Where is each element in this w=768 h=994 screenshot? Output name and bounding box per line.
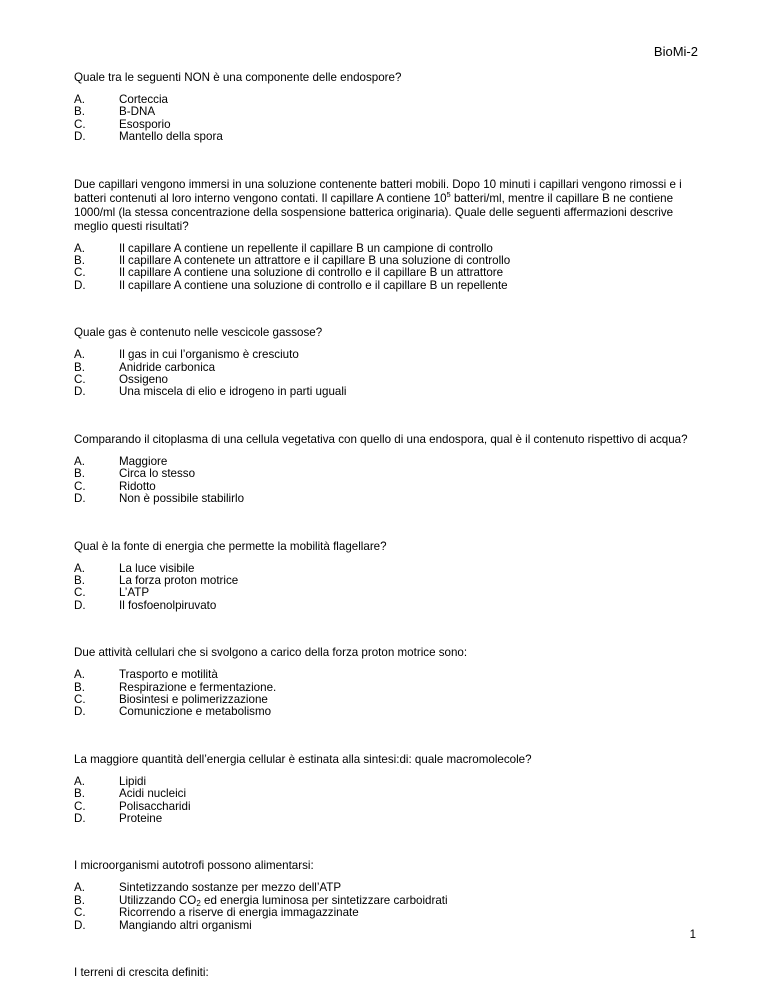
answer-list xyxy=(74,882,704,932)
option-text: Il fosfoenolpiruvato xyxy=(119,598,217,612)
option-text: Proteine xyxy=(119,811,163,825)
answer-option xyxy=(74,493,704,505)
option-letter: B. xyxy=(74,787,85,801)
option-text: Circa lo stesso xyxy=(119,467,196,481)
option-text: Il gas in cui l’organismo è cresciuto xyxy=(119,348,299,362)
option-text: Corteccia xyxy=(119,93,168,106)
answer-option xyxy=(74,788,704,800)
question-block xyxy=(74,540,704,613)
answer-option xyxy=(74,267,704,279)
option-text: La forza proton motrice xyxy=(119,573,239,587)
answer-option xyxy=(74,575,704,587)
option-text: Respirazione e fermentazione. xyxy=(119,680,277,694)
answer-list xyxy=(74,243,704,293)
answer-option xyxy=(74,907,704,919)
option-text: La luce visibile xyxy=(119,561,195,575)
superscript: 5 xyxy=(446,189,451,199)
option-letter: D. xyxy=(74,492,86,506)
answer-option xyxy=(74,801,704,813)
answer-list xyxy=(74,776,704,826)
answer-option xyxy=(74,813,704,825)
question-block xyxy=(74,71,704,144)
option-letter: B. xyxy=(74,467,85,481)
option-letter: B. xyxy=(74,893,85,907)
answer-list xyxy=(74,563,704,613)
option-text: Polisaccharidi xyxy=(119,799,191,813)
option-letter: C. xyxy=(74,799,86,813)
option-letter: C. xyxy=(74,692,86,706)
option-text: L’ATP xyxy=(119,586,150,600)
option-letter: B. xyxy=(74,360,85,374)
option-letter: A. xyxy=(74,774,85,788)
option-letter: C. xyxy=(74,117,86,131)
question-text: Due attività cellulari che si svolgono a carico della forza proton motrice sono: xyxy=(74,646,468,660)
option-letter: D. xyxy=(74,278,86,292)
option-text: Il capillare A contiene una soluzione di controllo e il capillare B un repellente xyxy=(119,278,508,292)
answer-option xyxy=(74,349,704,361)
option-letter: B. xyxy=(74,254,85,268)
answer-list xyxy=(74,669,704,719)
option-text: Ossigeno xyxy=(119,373,168,387)
option-letter: D. xyxy=(74,811,86,825)
option-letter: B. xyxy=(74,680,85,694)
answer-option xyxy=(74,94,704,106)
option-text: Il capillare A contiene un repellente il capillare B un campione di controllo xyxy=(119,241,493,255)
option-text: Biosintesi e polimerizzazione xyxy=(119,692,268,706)
answer-option xyxy=(74,386,704,398)
question-text-part: Due capillari vengono immersi in una soluzione contenente batteri mobili. Dopo 10 minuti i capillari vengono rimossi e i batteri contenuti al loro interno vengono contati. Il capillare A contiene 10 xyxy=(74,177,682,205)
question-text: La maggiore quantità dell’energia cellular è estinata alla sintesi:di: quale macromolecole? xyxy=(74,752,532,766)
option-letter: C. xyxy=(74,586,86,600)
option-letter: A. xyxy=(74,348,85,362)
question-text: I microorganismi autotrofi possono alimentarsi: xyxy=(74,859,314,873)
option-letter: D. xyxy=(74,598,86,612)
question-text: I terreni di crescita definiti: xyxy=(74,966,209,979)
answer-option xyxy=(74,600,704,612)
answer-option xyxy=(74,106,704,118)
option-text: Mangiando altri organismi xyxy=(119,918,252,932)
option-letter: A. xyxy=(74,881,85,895)
answer-option xyxy=(74,362,704,374)
question-block xyxy=(74,859,704,932)
question-text: Qual è la fonte di energia che permette la mobilità flagellare? xyxy=(74,539,387,553)
option-text-part: Utilizzando CO xyxy=(119,893,197,907)
answer-option xyxy=(74,468,704,480)
option-text: Comuniczione e metabolismo xyxy=(119,705,272,719)
question-block xyxy=(74,326,704,399)
option-text: Maggiore xyxy=(119,454,168,468)
option-letter: C. xyxy=(74,906,86,920)
question-block xyxy=(74,178,704,293)
option-letter: A. xyxy=(74,241,85,255)
option-text: Trasporto e motilità xyxy=(119,668,218,682)
answer-option xyxy=(74,920,704,932)
document-id: BioMi-2 xyxy=(653,44,698,59)
option-text: Una miscela di elio e idrogeno in parti uguali xyxy=(119,385,347,399)
option-text: Mantello della spora xyxy=(119,130,223,144)
option-text: Sintetizzando sostanze per mezzo dell’ATP xyxy=(119,881,342,895)
answer-list xyxy=(74,456,704,506)
option-text-part: ed energia luminosa per sintetizzare carboidrati xyxy=(200,893,448,907)
answer-option xyxy=(74,587,704,599)
option-letter: D. xyxy=(74,705,86,719)
question-text: Quale gas è contenuto nelle vescicole gassose? xyxy=(74,326,323,340)
option-text: Non è possibile stabilirlo xyxy=(119,492,245,506)
option-text: Acidi nucleici xyxy=(119,787,187,801)
subscript: 2 xyxy=(196,898,201,908)
question-text: Comparando il citoplasma di una cellula vegetativa con quello di una endospora, qual è il contenuto rispettivo di acqua? xyxy=(74,432,688,446)
answer-list xyxy=(74,94,704,144)
option-letter: D. xyxy=(74,918,86,932)
page-number: 1 xyxy=(689,929,696,941)
option-text: Anidride carbonica xyxy=(119,360,216,374)
option-letter: D. xyxy=(74,385,86,399)
option-letter: A. xyxy=(74,561,85,575)
option-letter: C. xyxy=(74,479,86,493)
answer-option xyxy=(74,280,704,292)
option-letter: B. xyxy=(74,105,85,119)
option-text: Ridotto xyxy=(119,479,156,493)
question-list xyxy=(74,71,704,980)
option-letter: D. xyxy=(74,130,86,144)
option-letter: C. xyxy=(74,373,86,387)
option-letter: C. xyxy=(74,266,86,280)
answer-option xyxy=(74,131,704,143)
option-text: Ricorrendo a riserve di energia immagazzinate xyxy=(119,906,359,920)
question-block xyxy=(74,966,704,980)
option-letter: A. xyxy=(74,668,85,682)
answer-option xyxy=(74,706,704,718)
answer-list xyxy=(74,349,704,399)
question-block xyxy=(74,646,704,719)
question-block xyxy=(74,433,704,506)
option-text: Esosporio xyxy=(119,117,171,131)
question-block xyxy=(74,753,704,826)
option-letter: A. xyxy=(74,454,85,468)
question-text-part: batteri/ml, mentre il capillare B ne contiene 1000/ml (la stessa concentrazione della sospensione batterica originaria). Quale delle seguenti affermazioni descrive meglio questi risultati? xyxy=(74,191,674,233)
answer-option xyxy=(74,669,704,681)
option-text: Il capillare A contenete un attrattore e il capillare B una soluzione di controllo xyxy=(119,254,511,268)
option-letter: B. xyxy=(74,573,85,587)
question-text xyxy=(74,178,704,234)
question-text: Quale tra le seguenti NON è una componente delle endospore? xyxy=(74,71,402,84)
option-text: Lipidi xyxy=(119,774,147,788)
option-text: Il capillare A contiene una soluzione di controllo e il capillare B un attrattore xyxy=(119,266,504,280)
option-text: B-DNA xyxy=(119,105,156,119)
option-letter: A. xyxy=(74,93,85,106)
